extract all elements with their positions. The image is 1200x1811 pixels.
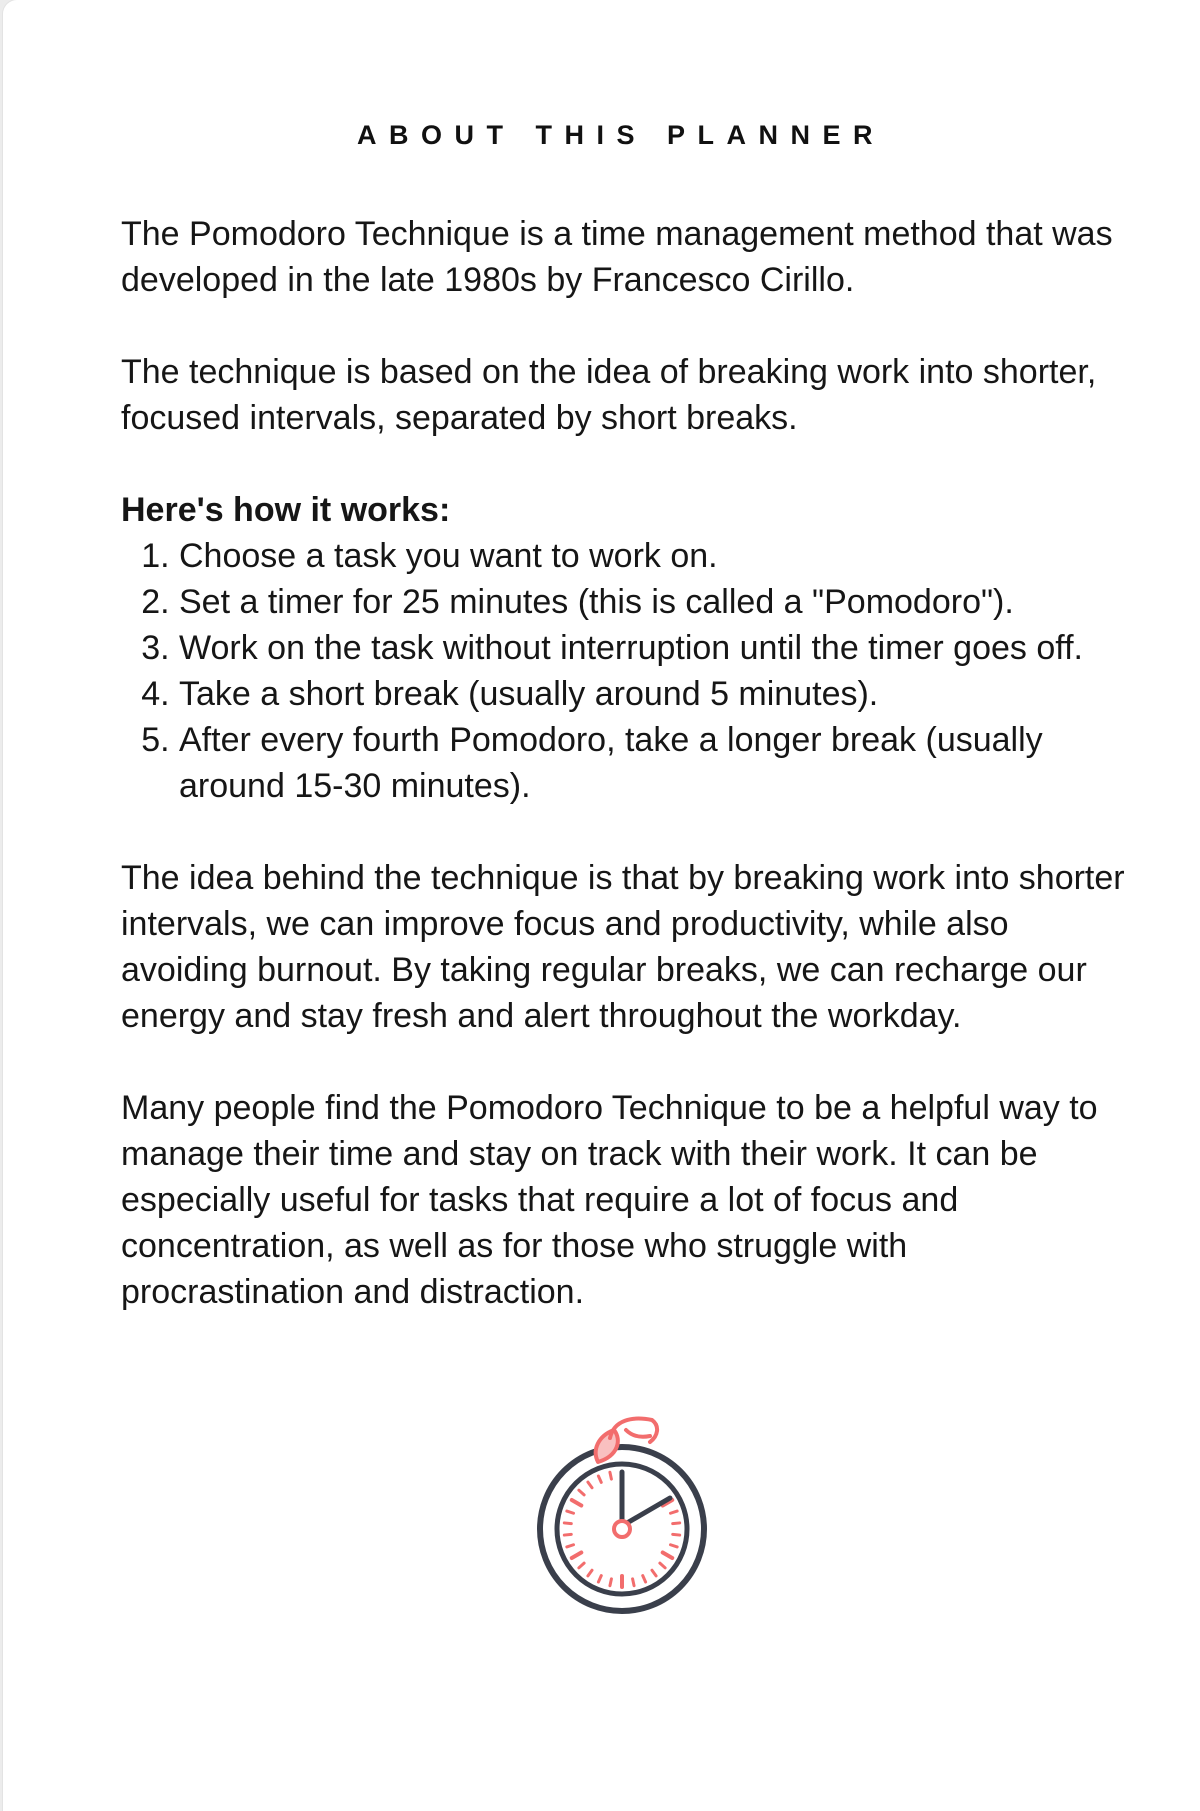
timer-tick <box>572 1553 582 1559</box>
closing-paragraph: Many people find the Pomodoro Technique to be a helpful way to manage their time and stay on track with their work. It can be especially useful for tasks that require a lot of focus and concentration, as well as for those who struggle with procrastination and distraction. <box>121 1089 1098 1311</box>
tomato-leaf-icon <box>596 1430 618 1462</box>
page <box>3 0 1200 1811</box>
steps-title: Here's how it works: <box>121 491 451 529</box>
timer-tick <box>564 1534 571 1535</box>
step-item: 3. Work on the task without interruption until the timer goes off. <box>179 625 1126 671</box>
step-item: 5. After every fourth Pomodoro, take a longer break (usually around 15-30 minutes). <box>179 717 1126 809</box>
page-title: ABOUT THIS PLANNER <box>357 120 885 150</box>
timer-tick <box>671 1511 678 1513</box>
timer-tick <box>579 1563 584 1568</box>
timer-tick <box>567 1545 574 1547</box>
timer-tick <box>564 1523 571 1524</box>
timer-tick <box>610 1472 611 1479</box>
steps-list <box>121 533 1126 809</box>
timer-tick <box>598 1476 601 1482</box>
timer-tick <box>652 1570 656 1576</box>
timer-tick <box>579 1490 584 1495</box>
concept-paragraph: The technique is based on the idea of breaking work into shorter, focused intervals, separated by short breaks. <box>121 353 1097 437</box>
timer-tick <box>610 1579 611 1586</box>
timer-tick <box>663 1553 673 1559</box>
step-item: 2. Set a timer for 25 minutes (this is called a "Pomodoro"). <box>179 579 1126 625</box>
timer-tick <box>643 1576 646 1582</box>
timer-tick <box>673 1534 680 1535</box>
timer-hand-angled <box>627 1498 670 1523</box>
timer-tick <box>567 1511 574 1513</box>
timer-tick <box>660 1563 665 1568</box>
tomato-stem-curl-icon <box>626 1430 650 1437</box>
timer-tick <box>588 1570 592 1576</box>
timer-tick <box>588 1482 592 1488</box>
timer-tick <box>673 1523 680 1524</box>
body-content <box>121 211 1126 1361</box>
pomodoro-timer-icon <box>532 1412 712 1622</box>
timer-tick <box>633 1579 634 1586</box>
intro-paragraph: The Pomodoro Technique is a time management method that was developed in the late 1980s by Francesco Cirillo. <box>121 215 1113 299</box>
step-item: 4. Take a short break (usually around 5 minutes). <box>179 671 1126 717</box>
benefits-paragraph: The idea behind the technique is that by breaking work into shorter intervals, we can improve focus and productivity, while also avoiding burnout. By taking regular breaks, we can recharge our energy and stay fresh and alert throughout the workday. <box>121 859 1125 1035</box>
step-item: 1. Choose a task you want to work on. <box>179 533 1126 579</box>
timer-tick <box>671 1545 678 1547</box>
timer-tick <box>598 1576 601 1582</box>
timer-tick <box>572 1500 582 1506</box>
timer-center-dot <box>614 1521 630 1537</box>
